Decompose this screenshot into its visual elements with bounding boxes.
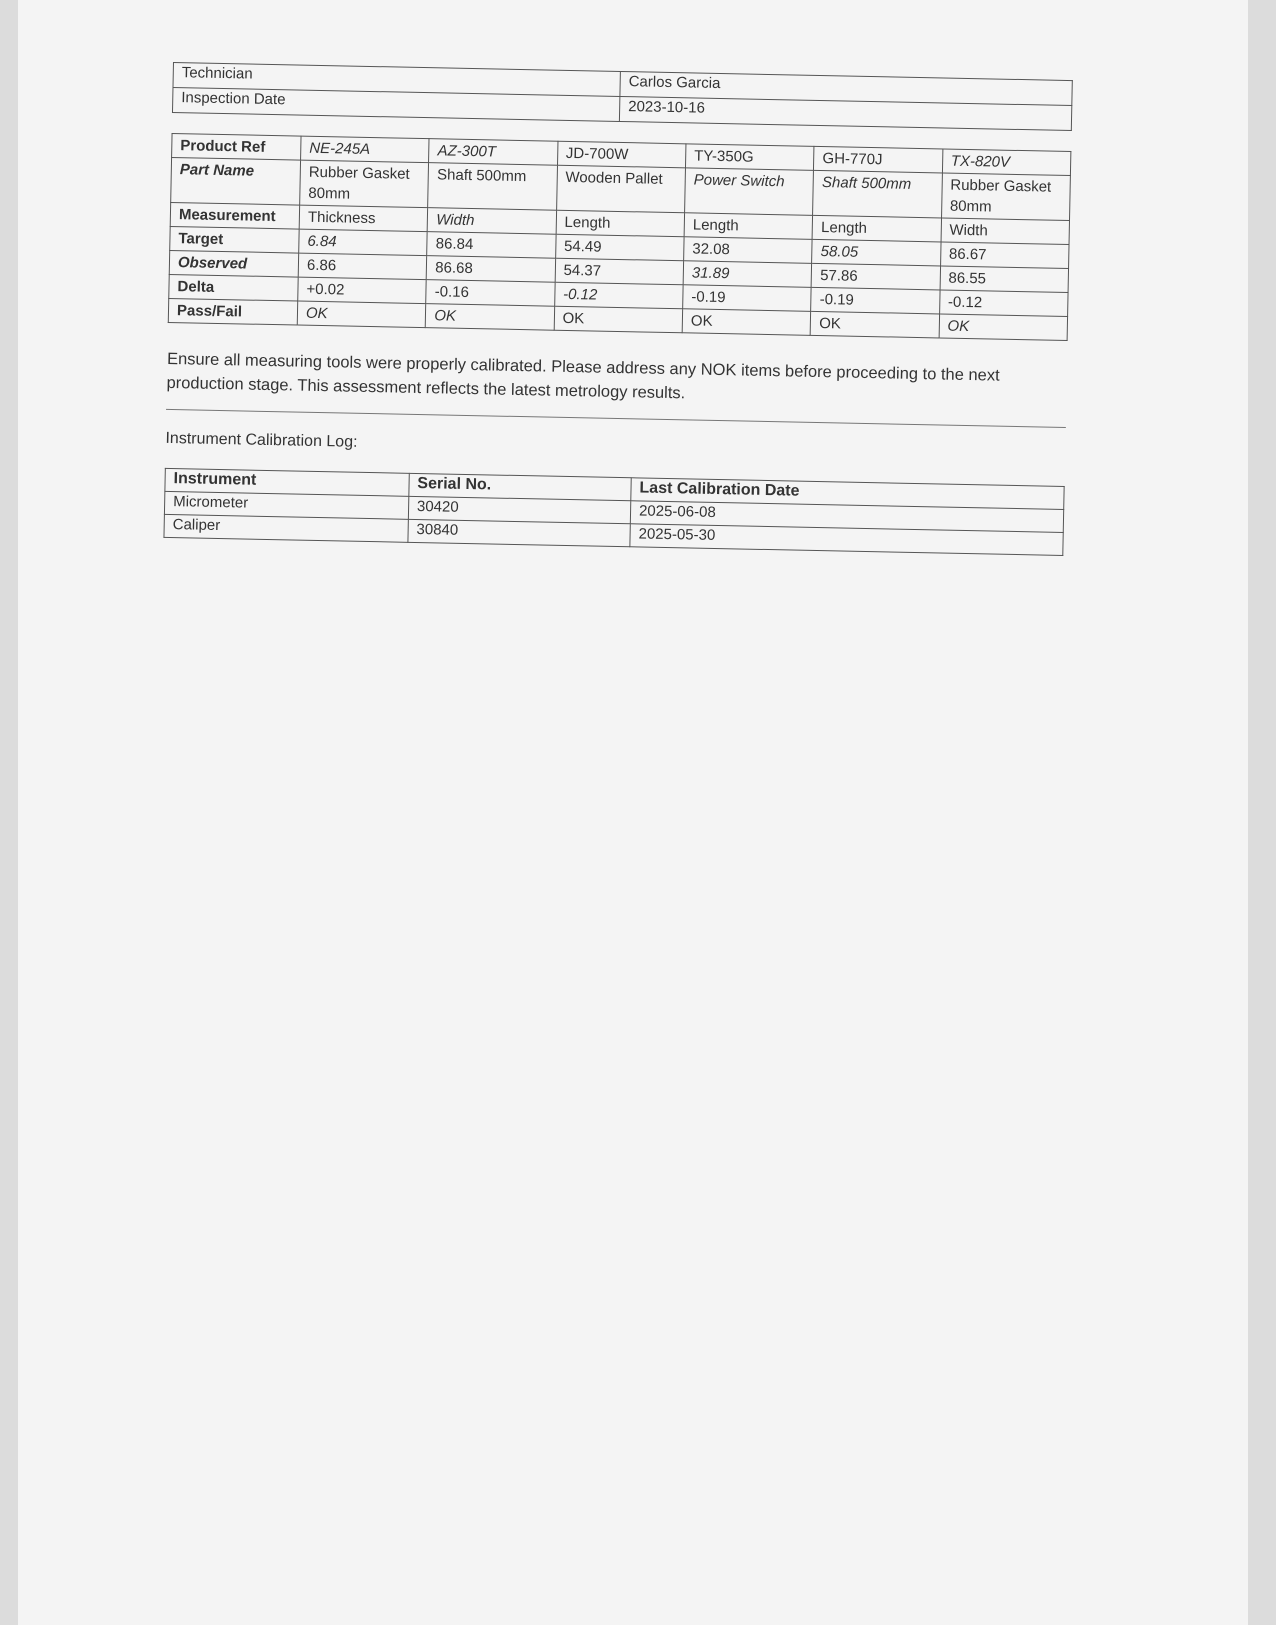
delta-cell: +0.02: [298, 277, 427, 304]
result-cell: OK: [939, 314, 1068, 341]
observed-cell: 54.37: [555, 258, 684, 285]
part-name-cell: Rubber Gasket 80mm: [941, 173, 1070, 221]
column-header-serial: Serial No.: [409, 473, 632, 500]
serial-cell: 30420: [408, 496, 631, 523]
observed-cell: 86.68: [427, 256, 556, 283]
inspection-date-value: 2023-10-16: [619, 96, 1071, 130]
instrument-cell: Caliper: [164, 514, 408, 542]
inspection-date-label: Inspection Date: [172, 88, 619, 122]
paper-sheet: [18, 0, 1248, 1625]
target-cell: 32.08: [684, 237, 813, 264]
date-cell: 2025-05-30: [630, 524, 1063, 556]
part-name-cell: Wooden Pallet: [556, 165, 685, 213]
technician-label: Technician: [173, 63, 620, 97]
column-header-date: Last Calibration Date: [631, 478, 1064, 510]
part-name-cell: Shaft 500mm: [813, 170, 942, 218]
delta-cell: -0.12: [554, 282, 683, 309]
calibration-table: [163, 468, 1064, 556]
row-label-measurement: Measurement: [170, 202, 299, 229]
observed-cell: 57.86: [811, 263, 940, 290]
target-cell: 86.84: [427, 232, 556, 259]
row-label-observed: Observed: [169, 250, 298, 277]
part-name-cell: Power Switch: [685, 168, 814, 216]
divider: [166, 409, 1066, 428]
product-ref-cell: NE-245A: [301, 136, 430, 163]
measurement-cell: Length: [684, 213, 813, 240]
row-label-delta: Delta: [169, 274, 298, 301]
measurement-cell: Length: [812, 215, 941, 242]
product-ref-cell: JD-700W: [557, 141, 686, 168]
date-cell: 2025-06-08: [630, 501, 1063, 533]
measurement-cell: Width: [941, 218, 1070, 245]
product-ref-cell: AZ-300T: [429, 139, 558, 166]
part-name-cell: Shaft 500mm: [428, 163, 557, 211]
serial-cell: 30840: [408, 519, 631, 546]
row-label-part-name: Part Name: [171, 157, 301, 205]
delta-cell: -0.19: [683, 285, 812, 312]
technician-value: Carlos Garcia: [620, 71, 1072, 105]
observed-cell: 6.86: [298, 253, 427, 280]
result-cell: OK: [297, 301, 426, 328]
row-label-pass-fail: Pass/Fail: [168, 298, 297, 325]
instrument-cell: Micrometer: [164, 491, 408, 519]
column-header-instrument: Instrument: [165, 468, 409, 496]
result-cell: OK: [426, 304, 555, 331]
target-cell: 6.84: [299, 229, 428, 256]
measurement-table: [168, 133, 1072, 341]
result-cell: OK: [554, 306, 683, 333]
delta-cell: -0.19: [811, 287, 940, 314]
result-cell: OK: [682, 309, 811, 336]
document-content: [163, 62, 1072, 556]
target-cell: 58.05: [812, 239, 941, 266]
row-label-product-ref: Product Ref: [172, 133, 301, 160]
target-cell: 54.49: [555, 234, 684, 261]
product-ref-cell: TX-820V: [942, 149, 1071, 176]
inspection-info-table: [172, 62, 1073, 131]
calibration-note: Ensure all measuring tools were properly calibrated. Please address any NOK items before proceeding to the next production stage. This assessment reflects the latest metrology results.: [166, 349, 1000, 403]
delta-cell: -0.16: [426, 280, 555, 307]
measurement-cell: Length: [556, 210, 685, 237]
result-cell: OK: [810, 311, 939, 338]
target-cell: 86.67: [940, 242, 1069, 269]
measurement-cell: Thickness: [299, 205, 428, 232]
observed-cell: 86.55: [940, 266, 1069, 293]
product-ref-cell: TY-350G: [685, 144, 814, 171]
observed-cell: 31.89: [683, 261, 812, 288]
product-ref-cell: GH-770J: [814, 146, 943, 173]
delta-cell: -0.12: [939, 290, 1068, 317]
part-name-cell: Rubber Gasket 80mm: [300, 160, 429, 208]
measurement-cell: Width: [427, 208, 556, 235]
calibration-log-caption: Instrument Calibration Log:: [165, 429, 358, 451]
row-label-target: Target: [170, 226, 299, 253]
